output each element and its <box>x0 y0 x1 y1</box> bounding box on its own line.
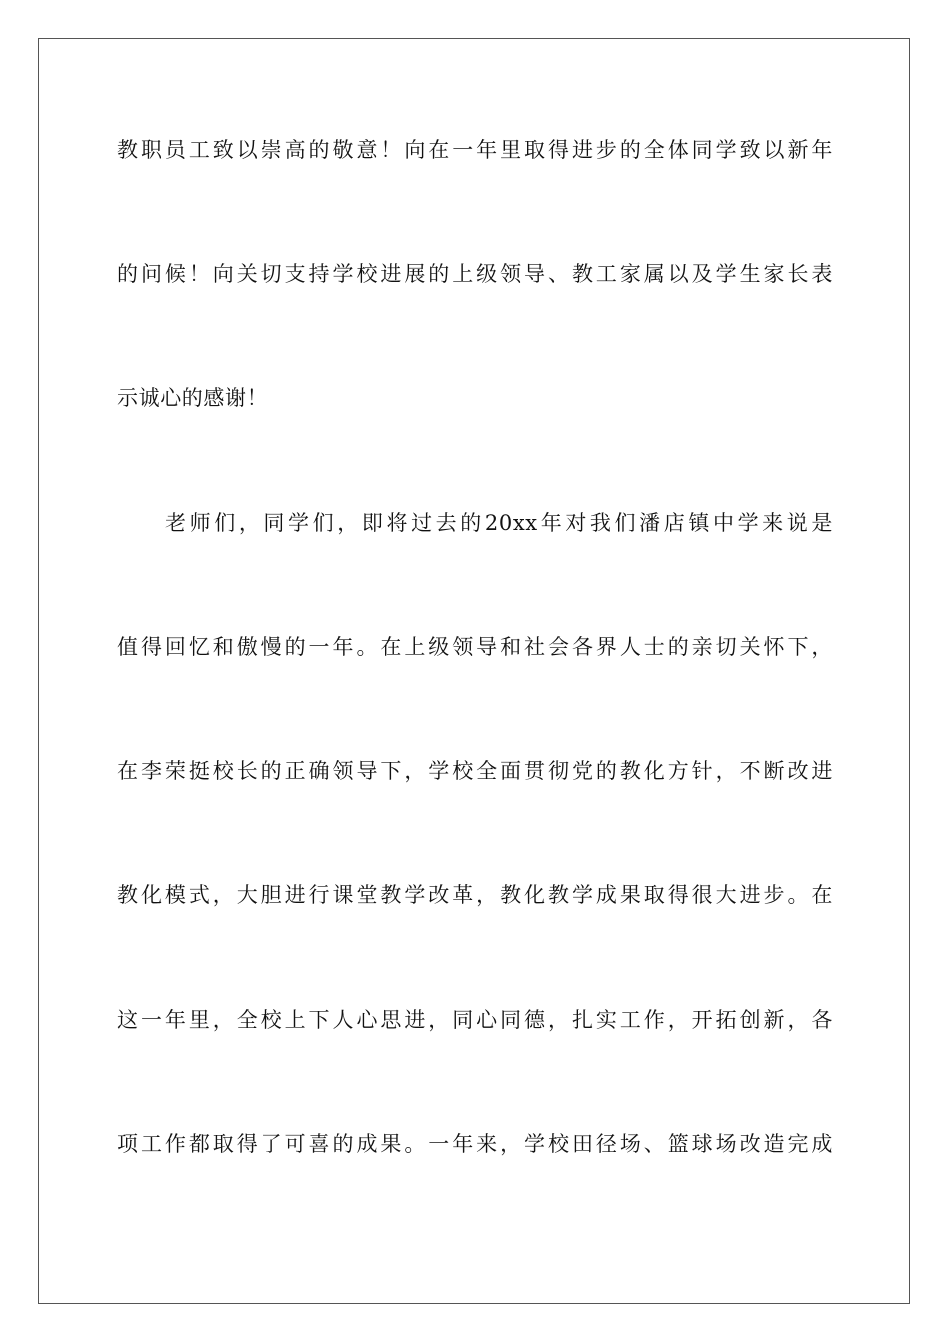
text-line-4: 老师们，同学们，即将过去的20xx年对我们潘店镇中学来说是 <box>165 511 833 535</box>
text-line-5: 值得回忆和傲慢的一年。在上级领导和社会各界人士的亲切关怀下， <box>117 635 833 659</box>
text-line-6: 在李荣挺校长的正确领导下，学校全面贯彻党的教化方针，不断改进 <box>117 759 833 783</box>
text-line-8: 这一年里，全校上下人心思进，同心同德，扎实工作，开拓创新，各 <box>117 1008 833 1032</box>
page-border <box>38 38 910 1304</box>
text-line-3: 示诚心的感谢！ <box>117 386 269 410</box>
text-line-1: 教职员工致以崇高的敬意！向在一年里取得进步的全体同学致以新年 <box>117 138 833 162</box>
text-line-7: 教化模式，大胆进行课堂教学改革，教化教学成果取得很大进步。在 <box>117 883 833 907</box>
text-line-9: 项工作都取得了可喜的成果。一年来，学校田径场、篮球场改造完成 <box>117 1132 833 1156</box>
text-line-2: 的问候！向关切支持学校进展的上级领导、教工家属以及学生家长表 <box>117 262 833 286</box>
